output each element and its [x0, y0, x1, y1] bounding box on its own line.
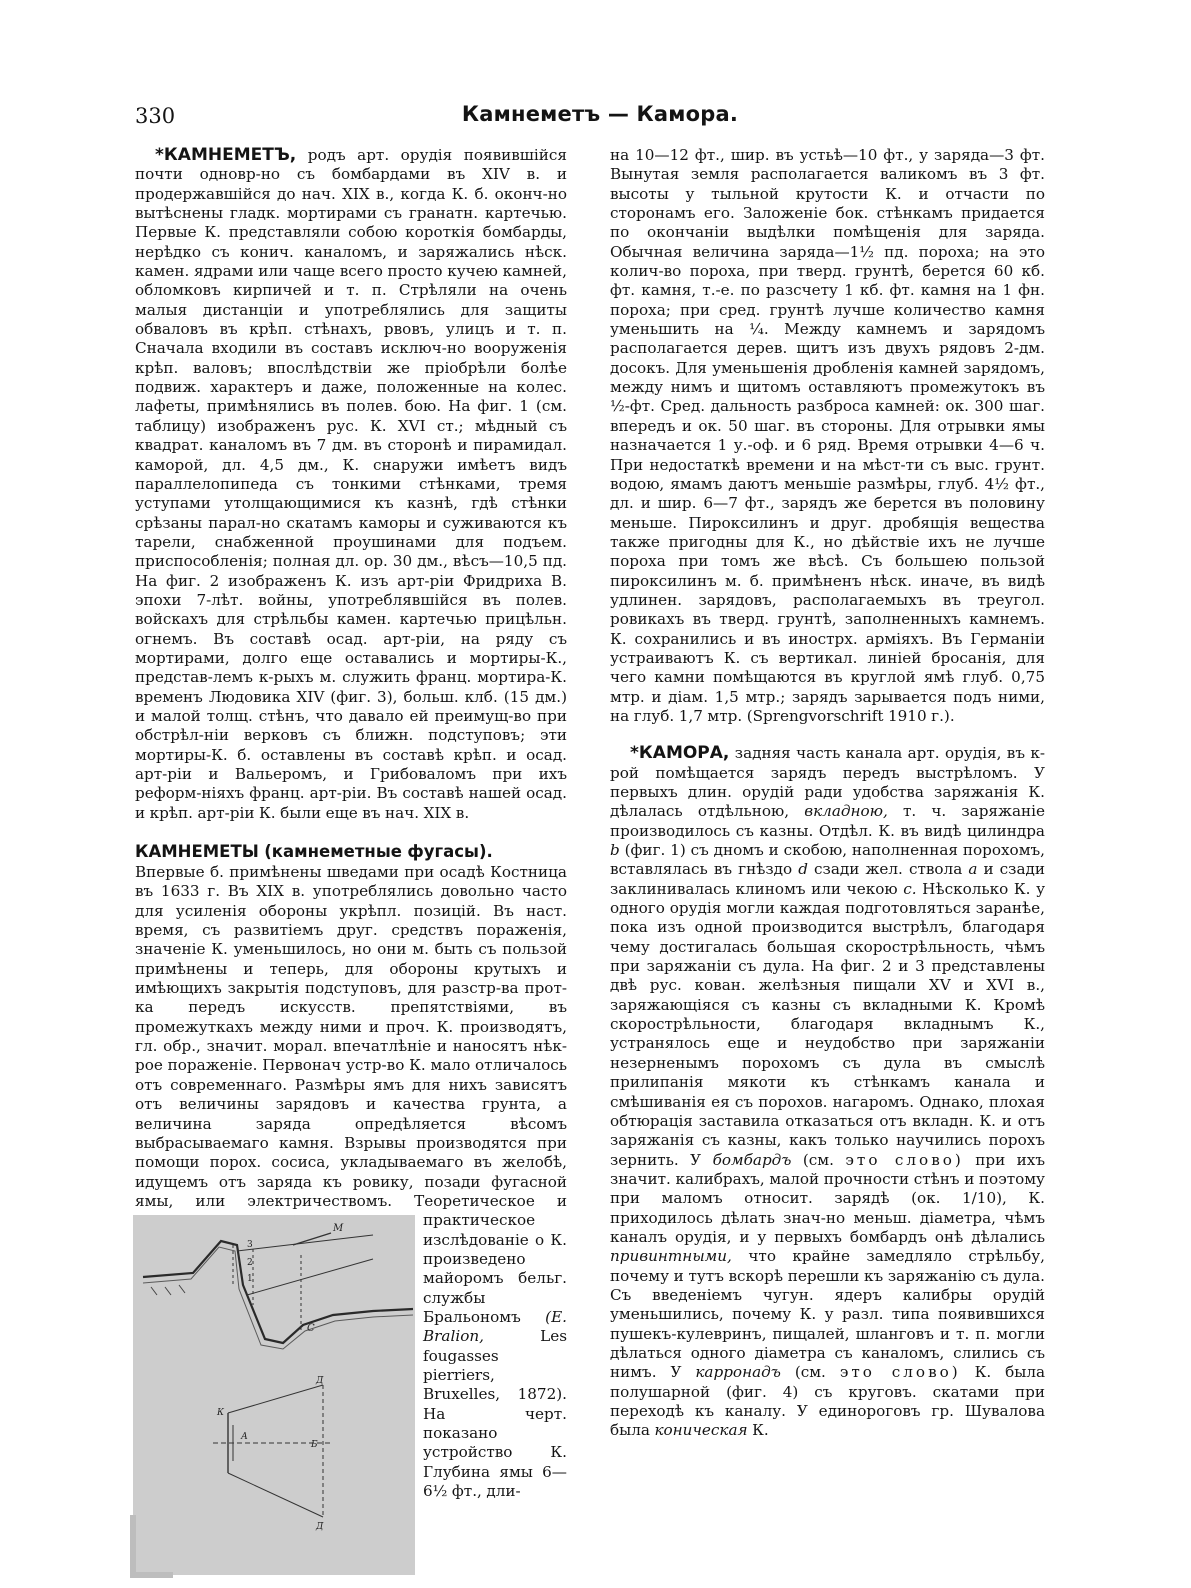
article-kamnemety-text-b: и практическое изслѣдованіе о К. произведено майоромъ бельг. службы Бральономъ: [423, 1191, 568, 1326]
kamora-ref-bombard: бомбардъ: [712, 1150, 792, 1169]
kamora-var-b: b: [610, 841, 620, 860]
page-number: 330: [135, 104, 176, 128]
kamora-text-8: при ихъ значит. калибрахъ, малой прочности стѣнъ и поэтому при маломъ относит. зарядѣ (ок. 1/10), К. приходилось дѣлать знач-но меньш. діаметра, чѣмъ каналъ орудія, и у первыхъ бомбардъ онѣ дѣлались: [610, 1150, 1046, 1246]
fig-label-2: 2: [247, 1258, 253, 1269]
left-column: [135, 145, 568, 1533]
kamora-var-c: c.: [903, 879, 917, 898]
fig-label-m: М: [333, 1223, 344, 1235]
article-kamnemety-text: Впервые б. примѣнены шведами при осадѣ Костница въ 1633 г. Въ XIX в. употреблялись довольно часто для усиленія обороны укрѣпл. позицій. Въ наст. время, съ развитіемъ друг. средствъ пораженія, значеніе К. уменьшилось, но они м. быть съ пользой примѣнены и теперь, для обороны крутыхъ и имѣющихъ закрытія подступовъ, для разстр-ва прот-ка передъ искусств. препятствіями, въ промежуткахъ между ними и проч. К. производятъ, гл. обр., значит. морал. впечатлѣніе и наносятъ нѣк-рое пораженіе. Первонач устр-во К. мало отличалось отъ современнаго. Размѣры ямъ для нихъ зависятъ отъ величины зарядовъ и качества грунта, а величина заряда опредѣляется вѣсомъ выбрасываемаго камня. Взрывы производятся при помощи порох. сосиса, укладываемаго въ желобѣ, идущемъ отъ заряда къ ровику, позади фугасной ямы, или электричествомъ. Теоретическое: [135, 863, 567, 1210]
kamora-text-2: т. ч. заряжаніе производилось съ казны. Отдѣл. К. въ видѣ цилиндра: [610, 802, 1045, 840]
article-kamora: [610, 744, 1045, 1440]
running-head: Камнеметъ — Камора.: [461, 102, 739, 126]
kamora-text-5: и сзади заклинивалась клиномъ или чекою: [610, 860, 1045, 898]
kamora-term-konicheskaya: коническая: [654, 1421, 748, 1440]
article-kamnemety: [135, 841, 568, 1533]
kamora-term-vkladnoyu: вкладною,: [804, 802, 888, 821]
kamora-var-d: d: [798, 860, 808, 879]
headword-kamora: *КАМОРА,: [630, 743, 730, 764]
kamora-see-2: это слово): [839, 1363, 961, 1382]
citation-title: Les fougasses pierriers, Bruxelles, 1872).: [423, 1327, 567, 1404]
kamora-text-3: (фиг. 1) съ дномъ и скобою, наполненная порохомъ, вставлялась въ гнѣздо: [610, 841, 1045, 879]
kamora-text-7: (см.: [802, 1150, 834, 1169]
article-kamnemety-continued: на 10—12 фт., шир. въ устьѣ—10 фт., у заряда—3 фт. Вынутая земля располагается валикомъ въ 3 фт. высоты у тыльной крутости К. и отчасти по сторонамъ его. Заложеніе бок. стѣнкамъ придается по окончаніи выдѣлки помѣщенія для заряда. Обычная величина заряда—1½ пд. пороха; на это колич-во пороха, при тверд. грунтѣ, берется 60 кб. фт. камня, т.-е. по разсчету 1 кб. фт. камня на 1 фн. пороха; при сред. грунтѣ лучше количество камня уменьшить на ¼. Между камнемъ и зарядомъ располагается дерев. щитъ изъ двухъ рядовъ 2-дм. досокъ. Для уменьшенія дробленія камней зарядомъ, между нимъ и щитомъ оставляютъ промежутокъ въ ½-фт. Сред. дальность разброса камней: ок. 300 шаг. впередъ и ок. 50 шаг. въ стороны. Для отрывки ямы назначается 1 у.-оф. и 6 ряд. Время отрывки 4—6 ч. При недостаткѣ времени и на мѣст-ти съ выс. грунт. водою, ямамъ даютъ меньшіе размѣры, глуб. 4½ фт., дл. и шир. 6—7 фт., зарядъ же берется въ половину меньше. Пироксилинъ и друг. дробящія вещества также пригодны для К., но дѣйствіе ихъ не лучше пороха при томъ же вѣсѣ. Съ большею пользой пироксилинъ м. б. примѣненъ нѣск. иначе, въ видѣ удлинен. зарядовъ, располагаемыхъ въ треугол. ровикахъ въ тверд. грунтѣ, заполненныхъ камнемъ. К. сохранились и въ инострх. арміяхъ. Въ Германіи устраиваютъ К. съ вертикал. линіей бросанія, для чего камни помѣщаются въ круглой ямѣ глуб. 0,75 мтр. и діам. 1,5 мтр.; зарядъ зарывается подъ ними, на глуб. 1,7 мтр. (Sprengvorschrift 1910 г.).: [610, 146, 1045, 725]
article-kamnemet-text: родъ арт. орудія появившійся почти одновр-но съ бомбардами въ XIV в. и продержавшійся до нач. XIX в., когда К. б. оконч-но вытѣснены гладк. мортирами съ гранатн. картечью. Первые К. представляли собою короткія бомбарды, нерѣдко съ конич. каналомъ, и заряжались нѣск. камен. ядрами или чаще всего просто кучею камней, обломковъ кирпичей и т. п. Стрѣляли на очень малыя дистанціи и употреблялись для защиты обваловъ въ крѣп. стѣнахъ, рвовъ, улицъ и т. п. Сначала входили въ составъ исключ-но вооруженія крѣп. валовъ; впослѣдствіи же пріобрѣли болѣе подвиж. характеръ и даже, положенные на колес. лафеты, примѣнялись въ полев. бою. На фиг. 1 (см. таблицу) изображенъ рус. К. XVI ст.; мѣдный съ квадрат. каналомъ въ 7 дм. въ сторонѣ и пирамидал. каморой, дл. 4,5 дм., К. снаружи имѣетъ видъ параллелопипеда съ тонкими стѣнками, тремя уступами утолщающимися къ казнѣ, гдѣ стѣнки срѣзаны парал-но скатамъ каморы и суживаются къ тарели, снабженной проушинами для подъем. приспособленія; полная дл. ор. 30 дм., вѣсъ—10,5 пд. На фиг. 2 изображенъ К. изъ арт-ріи Фридриха В. эпохи 7-лѣт. войны, употреблявшійся въ полев. войскахъ для стрѣльбы камен. картечью прицѣльн. огнемъ. Въ составѣ осад. арт-ріи, на ряду съ мортирами, долго еще оставались и мортиры-К., представ-лемъ к-рыхъ м. служить франц. мортира-К. временъ Людовика XIV (фиг. 3), больш. клб. (15 дм.) и малой толщ. стѣнъ, что давало ей преимущ-во при обстрѣл-ніи верковъ съ ближн. подступовъ; эти мортиры-К. б. оставлены въ составѣ крѣп. и осад. арт-ріи и Вальеромъ, и Грибоваломъ при ихъ реформ-ніяхъ франц. арт-ріи. Въ составѣ нашей осад. и крѣп. арт-ріи К. были еще въ нач. XIX в.: [135, 146, 567, 822]
fig-label-b: Б: [311, 1440, 318, 1451]
kamora-text-9: что крайне замедляло стрѣльбу, почему и тутъ вскорѣ перешли къ заряжанію съ дула. Съ введеніемъ чугун. ядеръ калибры орудій уменьшились, почему К. у разл. типа появившихся пушекъ-кулевринъ, пищалей, шланговъ и т. п. могли дѣлаться одного діаметра съ каналомъ, слились съ нимъ. У: [610, 1247, 1046, 1382]
kamora-text-4: сзади жел. ствола: [814, 860, 963, 879]
kamora-ref-karronad: карронадъ: [695, 1363, 781, 1382]
fig-label-3: 3: [247, 1240, 253, 1251]
kamora-text-12: К.: [752, 1421, 769, 1440]
page-header: [135, 100, 1065, 136]
kamora-var-a: a: [968, 860, 978, 879]
fig-label-k: К: [217, 1408, 224, 1419]
right-column: [610, 146, 1045, 1491]
citation-author: (E. Bralion,: [423, 1307, 567, 1346]
kamora-text-11: К. была полушарной (фиг. 4) съ круговъ. скатами при переходѣ къ каналу. У единороговъ гр. Шувалова была: [610, 1363, 1046, 1440]
headword-kamnemety: КАМНЕМЕТЫ (камнеметные фугасы).: [135, 842, 493, 862]
kamora-text-6: Нѣсколько К. у одного орудія могли каждая подготовляться заранѣе, пока изъ одной производится выстрѣлъ, благодаря чему достигалась большая скорострѣльность, чѣмъ при заряжаніи съ дула. На фиг. 2 и 3 представлены двѣ рус. кован. желѣзныя пищали XV и XVI в., заряжающіяся съ казны съ вкладными К. Кромѣ скорострѣльности, благодаря вкладнымъ К., устранялось еще и неудобство при заряжаніи незерненымъ порохомъ съ дула въ смыслѣ прилипанія мякоти къ стѣнкамъ канала и смѣшиванія ея съ порохов. нагаромъ. Однако, плохая обтюрація заставила отказаться отъ вкладн. К. и отъ заряжанія съ казны, какъ только научились порохъ зернить. У: [610, 879, 1046, 1169]
headword-kamnemet: *КАМНЕМЕТЪ,: [155, 145, 297, 165]
kamora-term-privintnymi: привинтными,: [610, 1247, 732, 1266]
fougasse-diagram-figure: [133, 1215, 415, 1575]
kamora-see-1: это слово): [845, 1150, 964, 1169]
kamora-text-1: задняя часть канала арт. орудія, въ к-рой помѣщается зарядъ передъ выстрѣломъ. У первыхъ длин. орудій ради удобства заряжанія К. дѣлалась отдѣльною,: [610, 744, 1045, 821]
article-kamnemety-text-c: На черт. показано устройство К. Глубина ямы 6—6½ фт., дли-: [423, 1404, 567, 1501]
article-kamnemet: [135, 146, 567, 823]
fougasse-diagram: [133, 1215, 415, 1575]
fig-label-d1: Д: [316, 1376, 324, 1387]
fig-label-a: А: [241, 1432, 248, 1443]
fig-label-c: С: [307, 1323, 315, 1335]
fig-label-d2: Д: [316, 1522, 324, 1533]
kamora-text-10: (см.: [794, 1363, 826, 1382]
fig-label-1: 1: [247, 1274, 253, 1285]
